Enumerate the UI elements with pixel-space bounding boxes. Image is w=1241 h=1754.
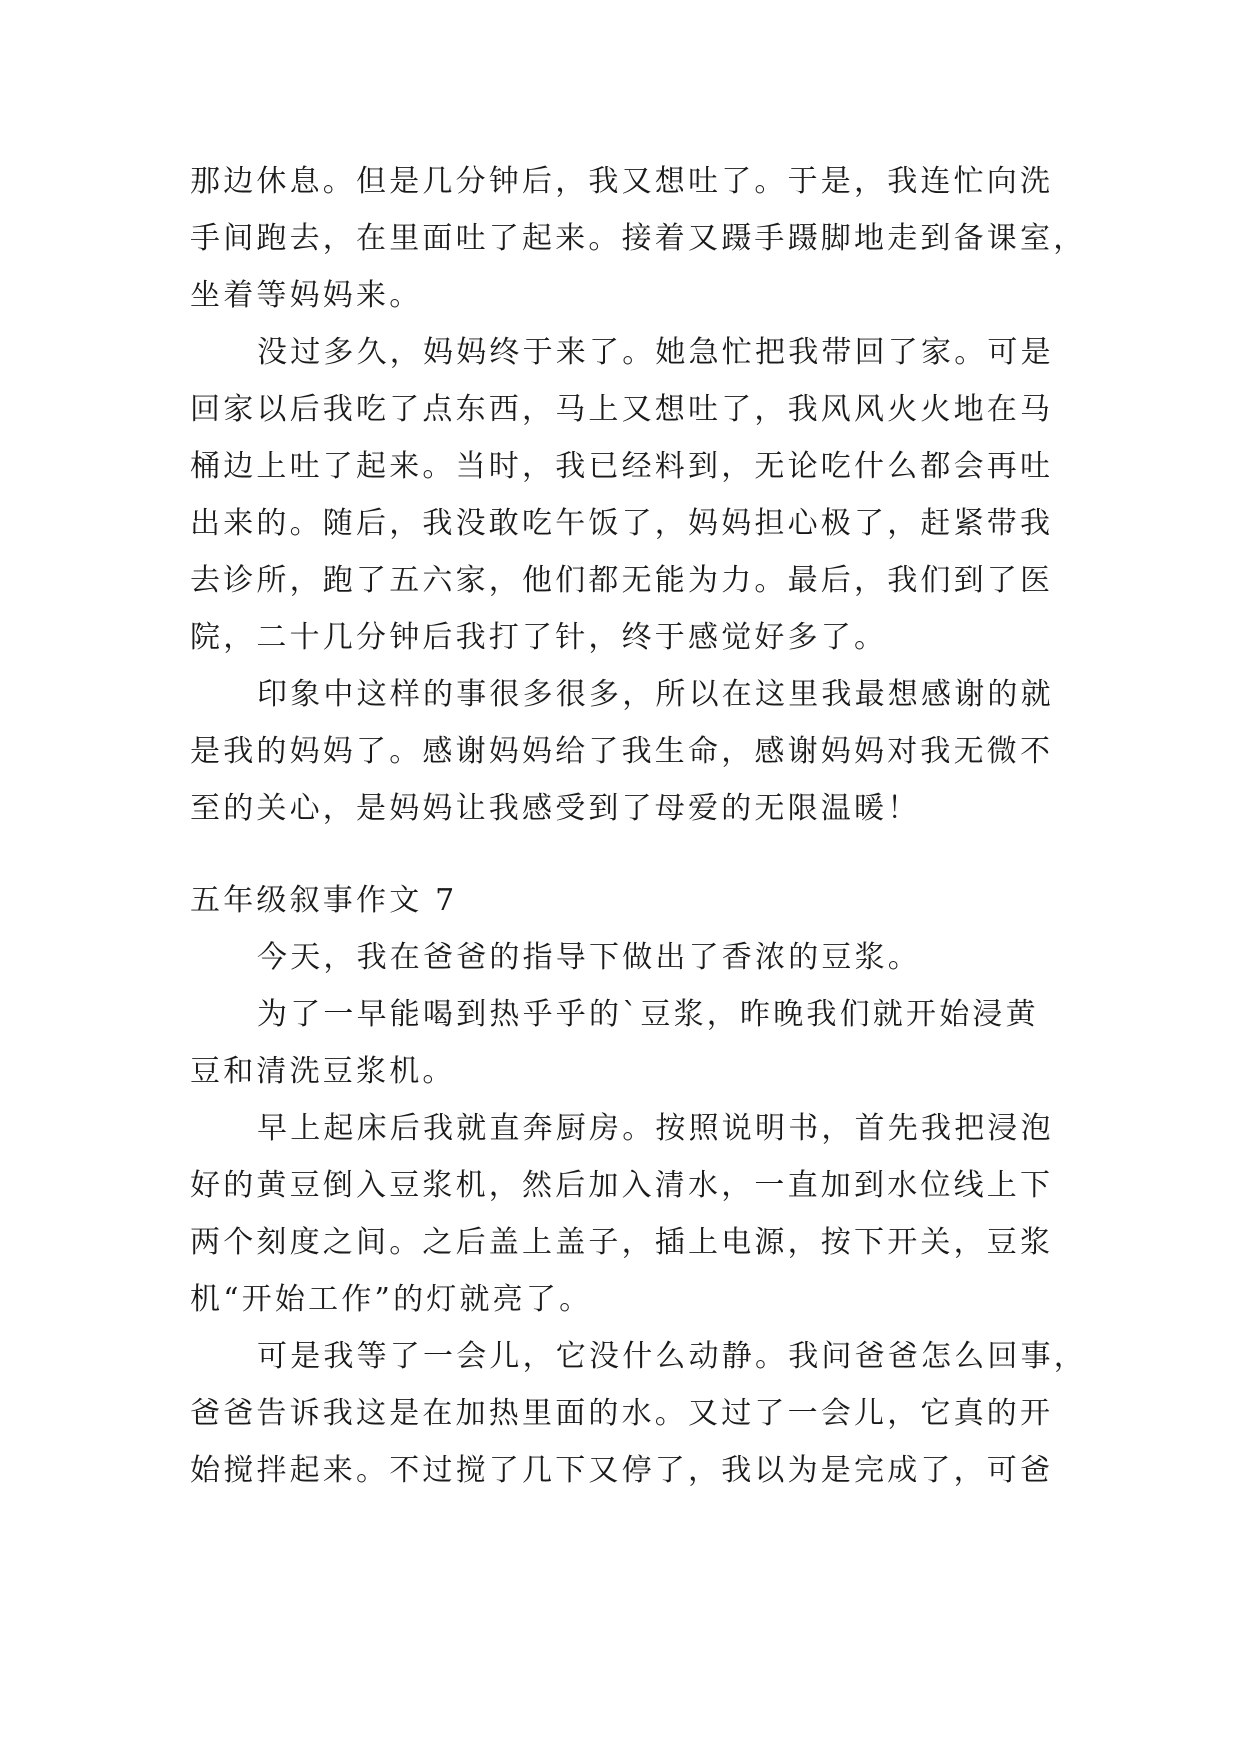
text-line: 回家以后我吃了点东西，马上又想吐了，我风风火火地在马 xyxy=(190,392,1054,427)
text-line: 手间跑去，在里面吐了起来。接着又蹑手蹑脚地走到备课室， xyxy=(190,221,1087,256)
paragraph xyxy=(190,929,1051,986)
section-spacer xyxy=(190,837,1051,873)
text-line: 爸爸告诉我这是在加热里面的水。又过了一会儿，它真的开 xyxy=(190,1396,1054,1431)
text-line: 是我的妈妈了。感谢妈妈给了我生命，感谢妈妈对我无微不 xyxy=(190,734,1054,769)
text-line: 始搅拌起来。不过搅了几下又停了，我以为是完成了，可爸 xyxy=(190,1453,1054,1488)
paragraph xyxy=(190,666,1054,837)
text-line: 为了一早能喝到热乎乎的`豆浆，昨晚我们就开始浸黄 xyxy=(257,997,1039,1032)
text-line: 出来的。随后，我没敢吃午饭了，妈妈担心极了，赶紧带我 xyxy=(190,506,1054,541)
text-line: 印象中这样的事很多很多，所以在这里我最想感谢的就 xyxy=(257,677,1054,712)
text-line: 今天，我在爸爸的指导下做出了香浓的豆浆。 xyxy=(257,940,921,975)
text-line: 豆和清洗豆浆机。 xyxy=(190,1054,456,1089)
text-line: 去诊所，跑了五六家，他们都无能为力。最后，我们到了医 xyxy=(190,563,1054,598)
text-line: 那边休息。但是几分钟后，我又想吐了。于是，我连忙向洗 xyxy=(190,164,1054,199)
essay-title: 五年级叙事作文 7 xyxy=(190,883,458,918)
essay-section-continued xyxy=(190,153,1087,837)
paragraph xyxy=(190,153,1087,324)
text-line: 好的黄豆倒入豆浆机，然后加入清水，一直加到水位线上下 xyxy=(190,1168,1054,1203)
paragraph xyxy=(190,986,1051,1100)
text-line: 可是我等了一会儿，它没什么动静。我问爸爸怎么回事， xyxy=(257,1339,1087,1374)
text-line: 机“开始工作”的灯就亮了。 xyxy=(190,1282,593,1317)
paragraph xyxy=(190,324,1054,666)
text-line: 至的关心，是妈妈让我感受到了母爱的无限温暖！ xyxy=(190,791,921,826)
text-line: 两个刻度之间。之后盖上盖子，插上电源，按下开关，豆浆 xyxy=(190,1225,1054,1260)
essay-section xyxy=(190,873,1087,1499)
text-line: 桶边上吐了起来。当时，我已经料到，无论吃什么都会再吐 xyxy=(190,449,1054,484)
text-line: 没过多久，妈妈终于来了。她急忙把我带回了家。可是 xyxy=(257,335,1054,370)
text-line: 坐着等妈妈来。 xyxy=(190,278,423,313)
text-line: 院，二十几分钟后我打了针，终于感觉好多了。 xyxy=(190,620,888,655)
text-line: 早上起床后我就直奔厨房。按照说明书，首先我把浸泡 xyxy=(257,1111,1054,1146)
paragraph xyxy=(190,1328,1087,1499)
paragraph xyxy=(190,1100,1054,1328)
